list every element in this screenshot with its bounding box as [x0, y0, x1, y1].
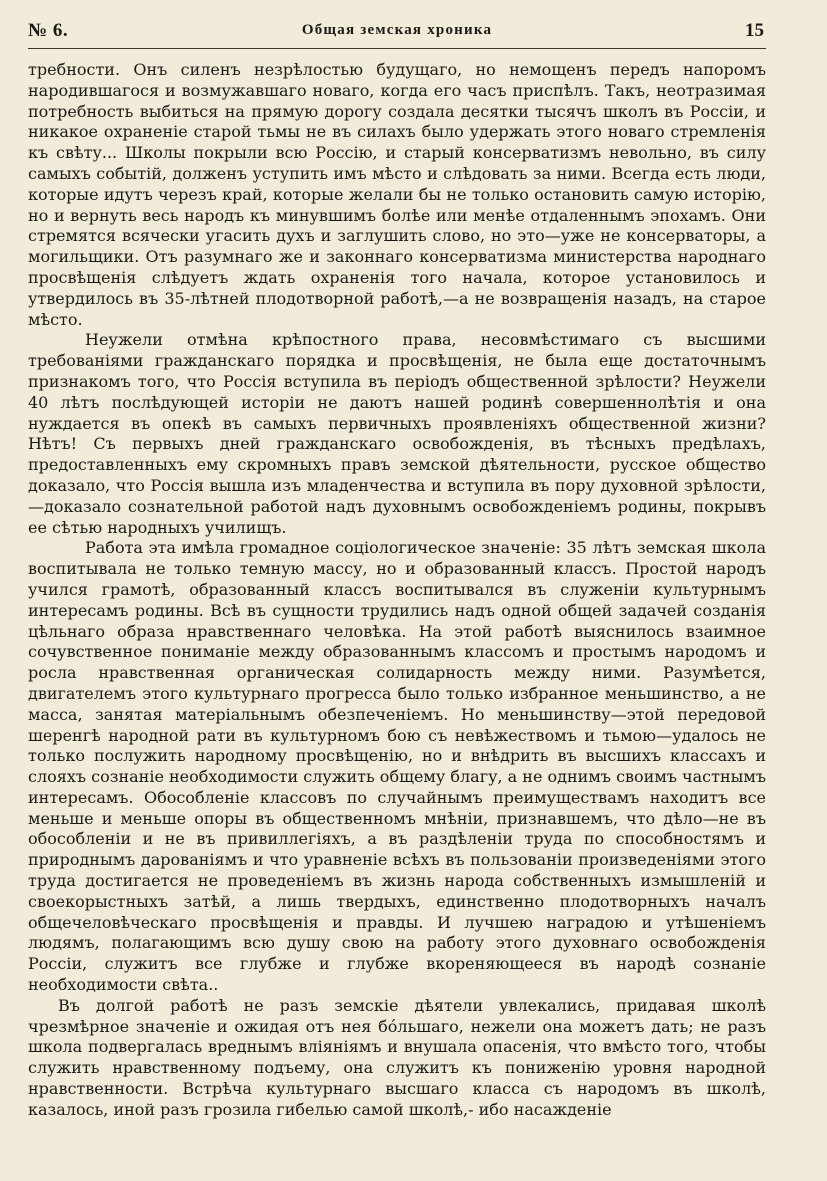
paragraph-1: требности. Онъ силенъ незрѣлостью будущаго, но немощенъ передъ напоромъ народившагося и возмужавшаго новаго, когда его часъ приспѣлъ. Такъ, неотразимая потребность выбиться на прямую дорогу создала десятки тысячъ школъ въ Россіи, и никакое охраненіе старой тьмы не въ силахъ было удержать этого новаго стремленія къ свѣту... Школы покрыли всю Россію, и старый консерватизмъ невольно, въ силу самыхъ событій, долженъ уступить имъ мѣсто и слѣдовать за ними. Всегда есть люди, которые идутъ черезъ край, которые желали бы не только остановить самую исторію, но и вернуть весь народъ къ минувшимъ болѣе или менѣе отдаленнымъ эпохамъ. Они стремятся всячески угасить духъ и заглушить слово, но это—уже не консерваторы, а могильщики. Отъ разумнаго же и законнаго консерватизма министерства народнаго просвѣщенія слѣдуетъ ждать охраненія того начала, которое установилось и утвердилось въ 35-лѣтней плодотворной работѣ,—а не возвращенія назадъ, на старое мѣсто. [28, 60, 766, 329]
page-number: 15 [745, 20, 764, 41]
paragraph-3: Работа эта имѣла громадное соціологическое значеніе: 35 лѣтъ земская школа воспитывала не только темную массу, но и образованный классъ. Простой народъ учился грамотѣ, образованный классъ воспитывался въ служеніи культурнымъ интересамъ родины. Всѣ въ сущности трудились надъ одной общей задачей созданія цѣльнаго образа нравственнаго человѣка. На этой работѣ выяснилось взаимное сочувственное пониманіе между образованнымъ классомъ и простымъ народомъ и росла нравственная органическая солидарность между ними. Разумѣется, двигателемъ этого культурнаго прогресса было только избранное меньшинство, а не масса, занятая матеріальнымъ обезпеченіемъ. Но меньшинству—этой передовой шеренгѣ народной рати въ культурномъ бою съ невѣжествомъ и тьмою—удалось не только послужить народному просвѣщенію, но и внѣдрить въ высшихъ классахъ и слояхъ сознаніе необходимости служить общему благу, а не однимъ своимъ частнымъ интересамъ. Обособленіе классовъ по случайнымъ преимуществамъ находитъ все меньше и меньше опоры въ общественномъ мнѣніи, признавшемъ, что дѣло—не въ обособленіи и не въ привиллегіяхъ, а въ раздѣленіи труда по способностямъ и природнымъ дарованіямъ и что уравненіе всѣхъ въ пользованіи произведеніями этого труда достигается не проведеніемъ въ жизнь народа собственныхъ измышленій и своекорыстныхъ затѣй, а лишь твердыхъ, единственно плодотворныхъ началъ общечеловѣческаго просвѣщенія и правды. И лучшею наградою и утѣшеніемъ людямъ, полагающимъ всю душу свою на работу этого духовнаго освобожденія Россіи, служитъ все глубже и глубже вкореняющееся въ народѣ сознаніе необходимости свѣта.. [28, 538, 766, 995]
paragraph-2: Неужели отмѣна крѣпостного права, несовмѣстимаго съ высшими требованіями гражданскаго порядка и просвѣщенія, не была еще достаточнымъ признакомъ того, что Россія вступила въ періодъ общественной зрѣлости? Неужели 40 лѣтъ послѣдующей исторіи не даютъ нашей родинѣ совершеннолѣтія и она нуждается въ опекѣ въ самыхъ первичныхъ проявленіяхъ общественной жизни? Нѣтъ! Съ первыхъ дней гражданскаго освобожденія, въ тѣсныхъ предѣлахъ, предоставленныхъ ему скромныхъ правъ земской дѣятельности, русское общество доказало, что Россія вышла изъ младенчества и вступила въ пору духовной зрѣлости,—доказало сознательной работой надъ духовнымъ освобожденіемъ родины, покрывъ ее сѣтью народныхъ училищъ. [28, 330, 766, 537]
book-page [28, 18, 766, 1168]
paragraph-4: Въ долгой работѣ не разъ земскіе дѣятели увлекались, придавая школѣ чрезмѣрное значеніе и ожидая отъ нея бóльшаго, нежели она можетъ дать; не разъ школа подвергалась вреднымъ вліяніямъ и внушала опасенія, что вмѣсто того, чтобы служить нравственному подъему, она служитъ къ пониженію уровня народной нравственности. Встрѣча культурнаго высшаго класса съ народомъ въ школѣ, казалось, иной разъ грозила гибелью самой школѣ,- ибо насажденіе [28, 995, 766, 1119]
issue-number: № 6. [28, 20, 69, 41]
journal-title: Общая земская хроника [301, 22, 493, 38]
running-header [28, 18, 766, 49]
article-body [28, 60, 766, 1121]
